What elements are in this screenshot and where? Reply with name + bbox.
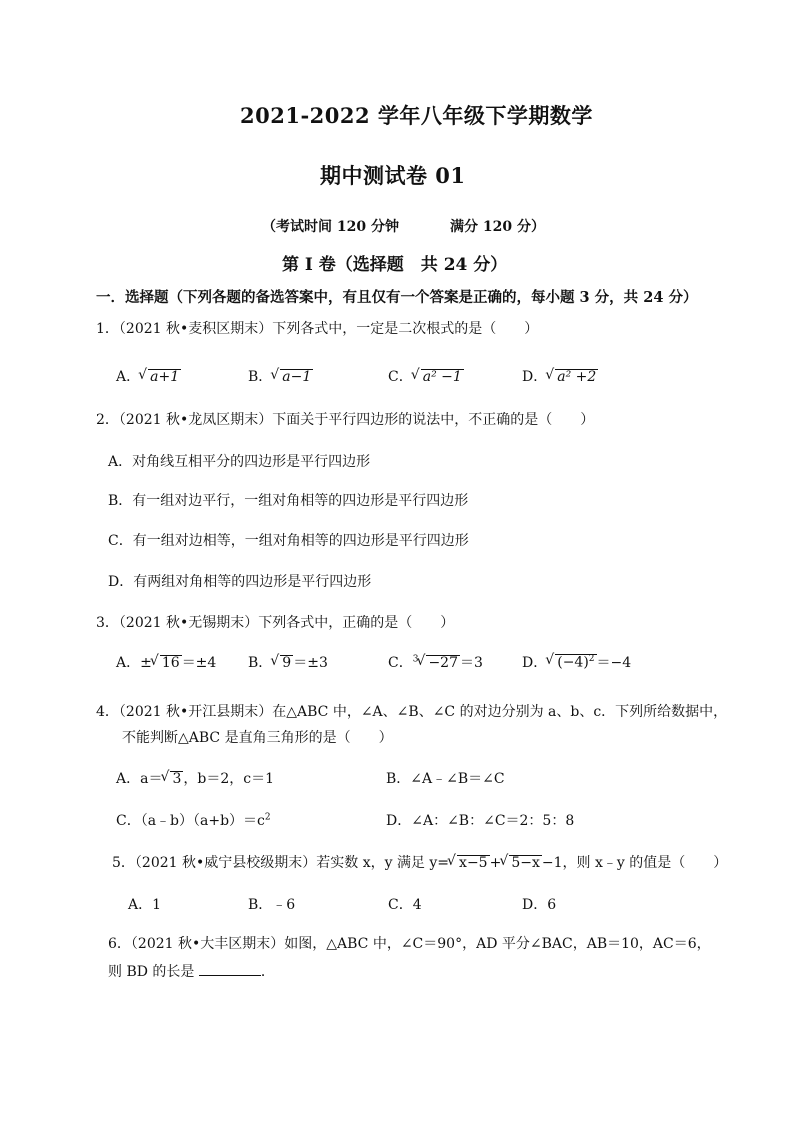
- volume-heading: 第 I 卷（选择题 共 24 分）: [282, 255, 508, 275]
- q3-option-c: C．$^3$√ −27 ＝3: [388, 652, 483, 672]
- q5-option-b: B．﹣6: [248, 897, 296, 913]
- q2-option-c: C．有一组对边相等，一组对角相等的四边形是平行四边形: [108, 533, 469, 549]
- q2-option-d: D．有两组对角相等的四边形是平行四边形: [108, 574, 372, 590]
- exam-time: （考试时间 120 分钟: [262, 219, 399, 235]
- question-4-stem-line-2: 不能判断△ABC 是直角三角形的是（ ）: [122, 730, 393, 746]
- q2-option-b: B．有一组对边平行，一组对角相等的四边形是平行四边形: [108, 493, 469, 509]
- q1-option-a: A．√ a+1: [116, 366, 181, 386]
- q3-option-d: D．√ $(-4)^2 =-4$: [522, 652, 631, 672]
- question-2-stem: 2．（2021 秋•龙凤区期末）下面关于平行四边形的说法中，不正确的是（ ）: [96, 412, 595, 428]
- question-6-stem-line-2: 则 BD 的长是 ．: [108, 964, 275, 980]
- question-5-stem: 5．（2021 秋•威宁县校级期末）若实数 x，y 满足 y=√ x−5 +√ 5−x −1，则 x﹣y 的值是（ ）: [112, 852, 727, 872]
- title-line-1: 2021-2022 学年八年级下学期数学: [240, 103, 593, 128]
- question-3-stem: 3．（2021 秋•无锡期末）下列各式中，正确的是（ ）: [96, 615, 455, 631]
- q3-option-a: A．±√ 16 ＝±4: [116, 652, 216, 672]
- q5-option-d: D．6: [522, 897, 557, 913]
- q3-option-b: B．√ 9 ＝±3: [248, 652, 328, 672]
- answer-blank[interactable]: [199, 963, 261, 976]
- question-4-stem-line-1: 4．（2021 秋•开江县期末）在△ABC 中，∠A、∠B、∠C 的对边分别为 a、b、c．下列所给数据中，: [96, 704, 728, 720]
- q2-option-a: A．对角线互相平分的四边形是平行四边形: [108, 454, 371, 470]
- q1-option-c: C．√ a² −1: [388, 366, 464, 386]
- q1-option-b: B．√ a−1: [248, 366, 313, 386]
- q4-option-d: D．∠A：∠B：∠C＝2：5：8: [386, 813, 575, 829]
- q5-option-a: A．1: [128, 897, 162, 913]
- section-heading: 一．选择题（下列各题的备选答案中，有且仅有一个答案是正确的，每小题 3 分，共 24 分）: [96, 289, 698, 306]
- q1-option-d: D．√ a² +2: [522, 366, 598, 386]
- full-score: 满分 120 分）: [450, 219, 545, 235]
- question-6-stem-line-1: 6．（2021 秋•大丰区期末）如图，△ABC 中，∠C＝90°，AD 平分∠BAC，AB＝10，AC＝6，: [108, 936, 711, 952]
- title-line-2: 期中测试卷 01: [320, 163, 466, 188]
- q4-option-a: A．a＝√ 3 ，b＝2，c＝1: [116, 768, 274, 788]
- q4-option-b: B．∠A﹣∠B＝∠C: [386, 771, 505, 787]
- q5-option-c: C．4: [388, 897, 422, 913]
- q4-option-c: C．$(a﹣b)(a+b)=c^2$: [116, 812, 271, 829]
- question-1-stem: 1．（2021 秋•麦积区期末）下列各式中，一定是二次根式的是（ ）: [96, 321, 539, 337]
